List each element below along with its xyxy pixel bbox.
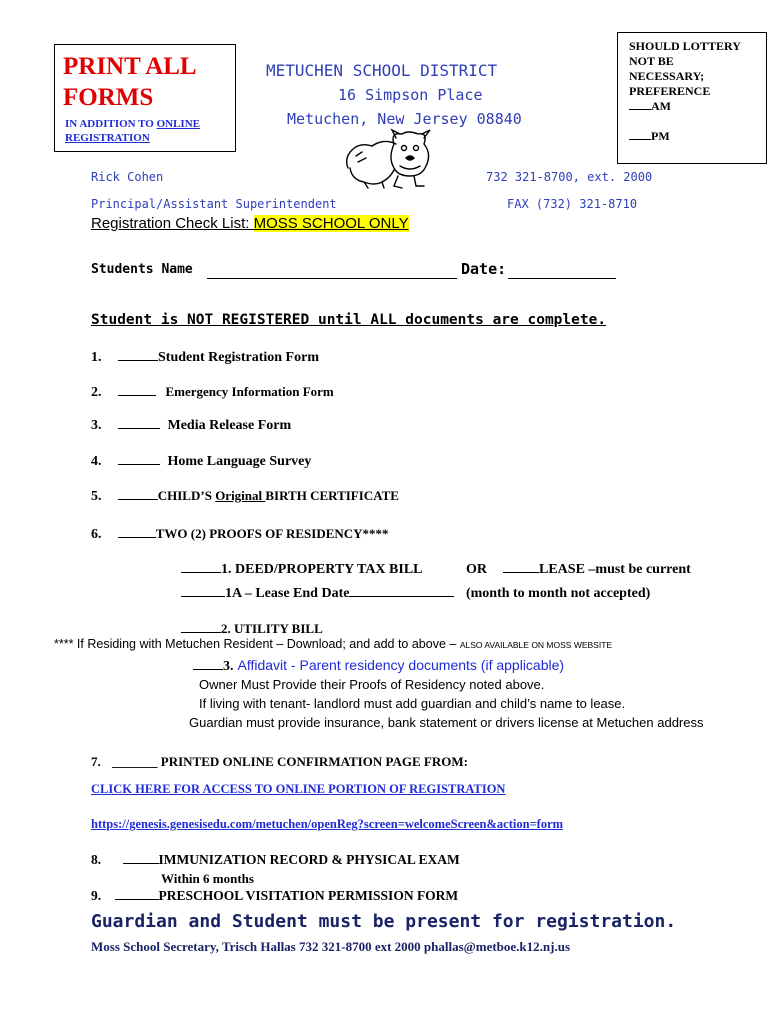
principal-title: Principal/Assistant Superintendent	[91, 197, 337, 211]
option-2-text: 2. UTILITY BILL	[221, 621, 323, 636]
pm-label: PM	[651, 129, 670, 143]
item-8-text: IMMUNIZATION RECORD & PHYSICAL EXAM	[158, 852, 460, 867]
district-fax: FAX (732) 321-8710	[507, 197, 638, 211]
item-5-blank[interactable]	[118, 498, 158, 500]
option-3-number: 3.	[223, 659, 234, 674]
district-city: Metuchen, New Jersey 08840	[287, 110, 522, 128]
registration-link[interactable]: REGISTRATION	[65, 132, 150, 144]
item-7-text: PRINTED ONLINE CONFIRMATION PAGE FROM:	[160, 754, 468, 769]
checklist-item-9	[91, 888, 458, 904]
lease-blank[interactable]	[503, 571, 539, 573]
lottery-line1: SHOULD LOTTERY	[629, 39, 741, 53]
bulldog-icon	[338, 128, 438, 192]
item-number: 8.	[91, 852, 102, 867]
affidavit-line-b: If living with tenant- landlord must add guardian and child’s name to lease.	[199, 696, 626, 711]
lease-text: LEASE –must be current	[539, 562, 691, 577]
pm-blank[interactable]	[629, 138, 651, 140]
item-3-text: Media Release Form	[167, 418, 292, 433]
registration-warning: Student is NOT REGISTERED until ALL documents are complete.	[91, 312, 607, 328]
month-to-month-note: (month to month not accepted)	[465, 586, 651, 601]
guardian-notice: Guardian and Student must be present for registration.	[91, 911, 677, 932]
item-8-blank[interactable]	[123, 862, 159, 864]
checklist-item-5	[91, 488, 399, 505]
checklist-item-4	[91, 454, 311, 470]
lease-end-date-field[interactable]	[349, 595, 454, 597]
residing-note-small: ALSO AVAILABLE ON MOSS WEBSITE	[459, 640, 613, 650]
residing-note-main: **** If Residing with Metuchen Resident – Download; and add to above –	[54, 637, 460, 651]
lottery-text	[629, 39, 763, 144]
residency-option-1a	[181, 586, 650, 602]
item-3-blank[interactable]	[118, 427, 160, 429]
affidavit-line-a: Owner Must Provide their Proofs of Residency noted above.	[199, 677, 545, 692]
item-4-text: Home Language Survey	[167, 454, 312, 469]
item-number: 2.	[91, 385, 102, 400]
option-1-blank[interactable]	[181, 571, 221, 573]
online-link[interactable]: ONLINE	[156, 118, 200, 130]
item-number: 5.	[91, 489, 102, 504]
district-phone: 732 321-8700, ext. 2000	[486, 170, 653, 184]
item-5-prefix: CHILD’S	[157, 488, 216, 503]
print-all-forms-box	[54, 44, 236, 152]
item-1-text: Student Registration Form	[158, 350, 319, 365]
print-all-forms-subtitle	[65, 117, 233, 145]
print-all-forms-title	[63, 51, 233, 113]
affidavit-line-c: Guardian must provide insurance, bank statement or drivers license at Metuchen address	[189, 715, 704, 730]
checklist-item-8	[91, 852, 460, 868]
students-name-field[interactable]	[207, 277, 457, 279]
residency-or: OR	[466, 562, 487, 577]
checklist-title-highlight: MOSS SCHOOL ONLY	[253, 215, 409, 232]
item-2-text: Emergency Information Form	[165, 384, 334, 399]
am-blank[interactable]	[629, 108, 651, 110]
option-3-blank[interactable]	[193, 668, 223, 670]
genesis-url-link[interactable]: https://genesis.genesisedu.com/metuchen/openReg?screen=welcomeScreen&action=form	[91, 817, 564, 831]
checklist-title	[91, 215, 409, 232]
residing-note	[54, 637, 612, 651]
lottery-preference-box	[617, 32, 767, 164]
item-9-text: PRESCHOOL VISITATION PERMISSION FORM	[158, 888, 459, 903]
checklist-item-1	[91, 350, 319, 366]
affidavit-link[interactable]: Affidavit - Parent residency documents (if applicable)	[237, 657, 565, 673]
checklist-item-6	[91, 526, 389, 543]
item-4-blank[interactable]	[118, 463, 160, 465]
item-9-blank[interactable]	[115, 898, 159, 900]
residency-option-1	[181, 562, 423, 578]
online-registration-link[interactable]: CLICK HERE FOR ACCESS TO ONLINE PORTION OF REGISTRATION	[91, 782, 506, 796]
item-8-subtext: Within 6 months	[161, 871, 254, 886]
item-number: 7.	[91, 754, 101, 769]
district-street: 16 Simpson Place	[338, 86, 483, 104]
checklist-item-7	[91, 754, 468, 770]
item-number: 1.	[91, 350, 102, 365]
item-number: 9.	[91, 888, 102, 903]
item-5-original: Original	[215, 488, 266, 503]
item-number: 4.	[91, 454, 102, 469]
am-label: AM	[651, 99, 671, 113]
checklist-item-3	[91, 418, 291, 434]
checklist-item-2	[91, 384, 334, 401]
lottery-line2: NOT BE	[629, 54, 674, 68]
lottery-line3: NECESSARY;	[629, 69, 705, 83]
item-7-blank[interactable]: _______	[112, 754, 158, 769]
option-1-text: 1. DEED/PROPERTY TAX BILL	[221, 562, 423, 577]
item-number: 6.	[91, 527, 102, 542]
checklist-title-prefix: Registration Check List:	[91, 215, 254, 232]
lottery-line4: PREFERENCE	[629, 84, 711, 98]
print-title-line1: PRINT ALL	[63, 53, 197, 80]
residency-lease	[503, 562, 691, 578]
date-field[interactable]	[508, 277, 616, 279]
residency-option-2	[181, 621, 323, 637]
option-2-blank[interactable]	[181, 631, 221, 633]
secretary-contact: Moss School Secretary, Trisch Hallas 732 321-8700 ext 2000 phallas@metboe.k12.nj.us	[91, 939, 571, 954]
sub-prefix: IN ADDITION TO	[65, 118, 157, 130]
item-5-text: BIRTH CERTIFICATE	[265, 488, 399, 503]
residency-option-3	[193, 657, 564, 675]
option-1a-text: 1A – Lease End Date	[225, 586, 350, 601]
date-label: Date:	[461, 260, 507, 278]
item-2-blank[interactable]	[118, 394, 156, 396]
print-title-line2: FORMS	[63, 84, 154, 111]
item-6-text: TWO (2) PROOFS OF RESIDENCY****	[155, 526, 389, 541]
principal-name: Rick Cohen	[91, 170, 164, 184]
students-name-label: Students Name	[91, 262, 193, 277]
option-1a-blank[interactable]	[181, 595, 225, 597]
district-name: METUCHEN SCHOOL DISTRICT	[266, 61, 498, 80]
item-6-blank[interactable]	[118, 536, 156, 538]
item-number: 3.	[91, 418, 102, 433]
item-1-blank[interactable]	[118, 359, 158, 361]
